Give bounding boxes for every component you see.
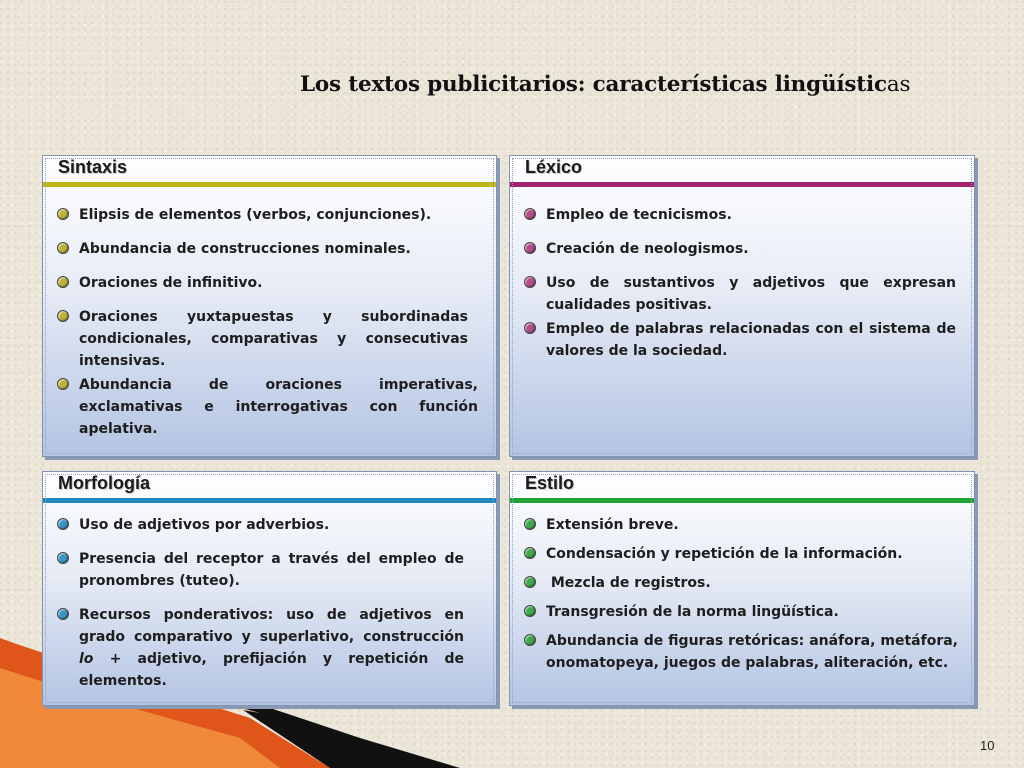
list-lexico	[522, 204, 956, 374]
panel-sintaxis	[42, 155, 497, 457]
bullet-icon	[57, 518, 69, 530]
panel-lexico	[509, 155, 975, 457]
bullet-icon	[57, 208, 69, 220]
list-item: Transgresión de la norma lingüística.	[522, 601, 958, 623]
bullet-icon	[57, 608, 69, 620]
list-estilo	[522, 514, 958, 686]
bullet-icon	[524, 576, 536, 588]
panel-estilo	[509, 471, 975, 706]
list-item: Extensión breve.	[522, 514, 958, 536]
list-item: Mezcla de registros.	[522, 572, 958, 594]
bullet-icon	[524, 518, 536, 530]
list-morfologia	[55, 514, 464, 704]
list-item: Abundancia de oraciones imperativas, exclamativas e interrogativas con función apelativa.	[55, 374, 478, 440]
header-rule-morfologia	[43, 498, 496, 503]
list-item: Presencia del receptor a través del empleo de pronombres (tuteo).	[55, 548, 464, 592]
bullet-icon	[524, 634, 536, 646]
list-item: Recursos ponderativos: uso de adjetivos en grado comparativo y superlativo, construcción lo + adjetivo, prefijación y repetición de elementos.	[55, 604, 464, 692]
list-item: Oraciones de infinitivo.	[55, 272, 478, 294]
bullet-icon	[57, 552, 69, 564]
list-item: Uso de adjetivos por adverbios.	[55, 514, 464, 536]
list-item: Condensación y repetición de la información.	[522, 543, 958, 565]
list-item: Uso de sustantivos y adjetivos que expresan cualidades positivas.	[522, 272, 956, 316]
page-number: 10	[980, 738, 995, 753]
panel-header-lexico: Léxico	[525, 157, 583, 177]
panel-header-estilo: Estilo	[525, 473, 575, 493]
bullet-icon	[57, 378, 69, 390]
list-item: Empleo de palabras relacionadas con el sistema de valores de la sociedad.	[522, 318, 956, 362]
bullet-icon	[57, 310, 69, 322]
list-item: Oraciones yuxtapuestas y subordinadas condicionales, comparativas y consecutivas intensivas.	[55, 306, 468, 372]
panel-morfologia	[42, 471, 497, 706]
list-sintaxis	[55, 204, 478, 452]
bullet-icon	[524, 208, 536, 220]
bullet-icon	[524, 276, 536, 288]
page-title: Los textos publicitarios: características lingüísticas	[300, 72, 911, 97]
bullet-icon	[57, 276, 69, 288]
list-item: Abundancia de figuras retóricas: anáfora, metáfora, onomatopeya, juegos de palabras, aliteración, etc.	[522, 630, 958, 674]
list-item: Elipsis de elementos (verbos, conjunciones).	[55, 204, 478, 226]
list-item: Empleo de tecnicismos.	[522, 204, 956, 226]
bullet-icon	[524, 605, 536, 617]
list-item: Abundancia de construcciones nominales.	[55, 238, 478, 260]
header-rule-estilo	[510, 498, 974, 503]
bullet-icon	[524, 322, 536, 334]
bullet-icon	[524, 242, 536, 254]
panel-header-sintaxis: Sintaxis	[58, 157, 128, 177]
panel-header-morfologia: Morfología	[58, 473, 150, 493]
bullet-icon	[57, 242, 69, 254]
bullet-icon	[524, 547, 536, 559]
header-rule-lexico	[510, 182, 974, 187]
header-rule-sintaxis	[43, 182, 496, 187]
list-item: Creación de neologismos.	[522, 238, 956, 260]
